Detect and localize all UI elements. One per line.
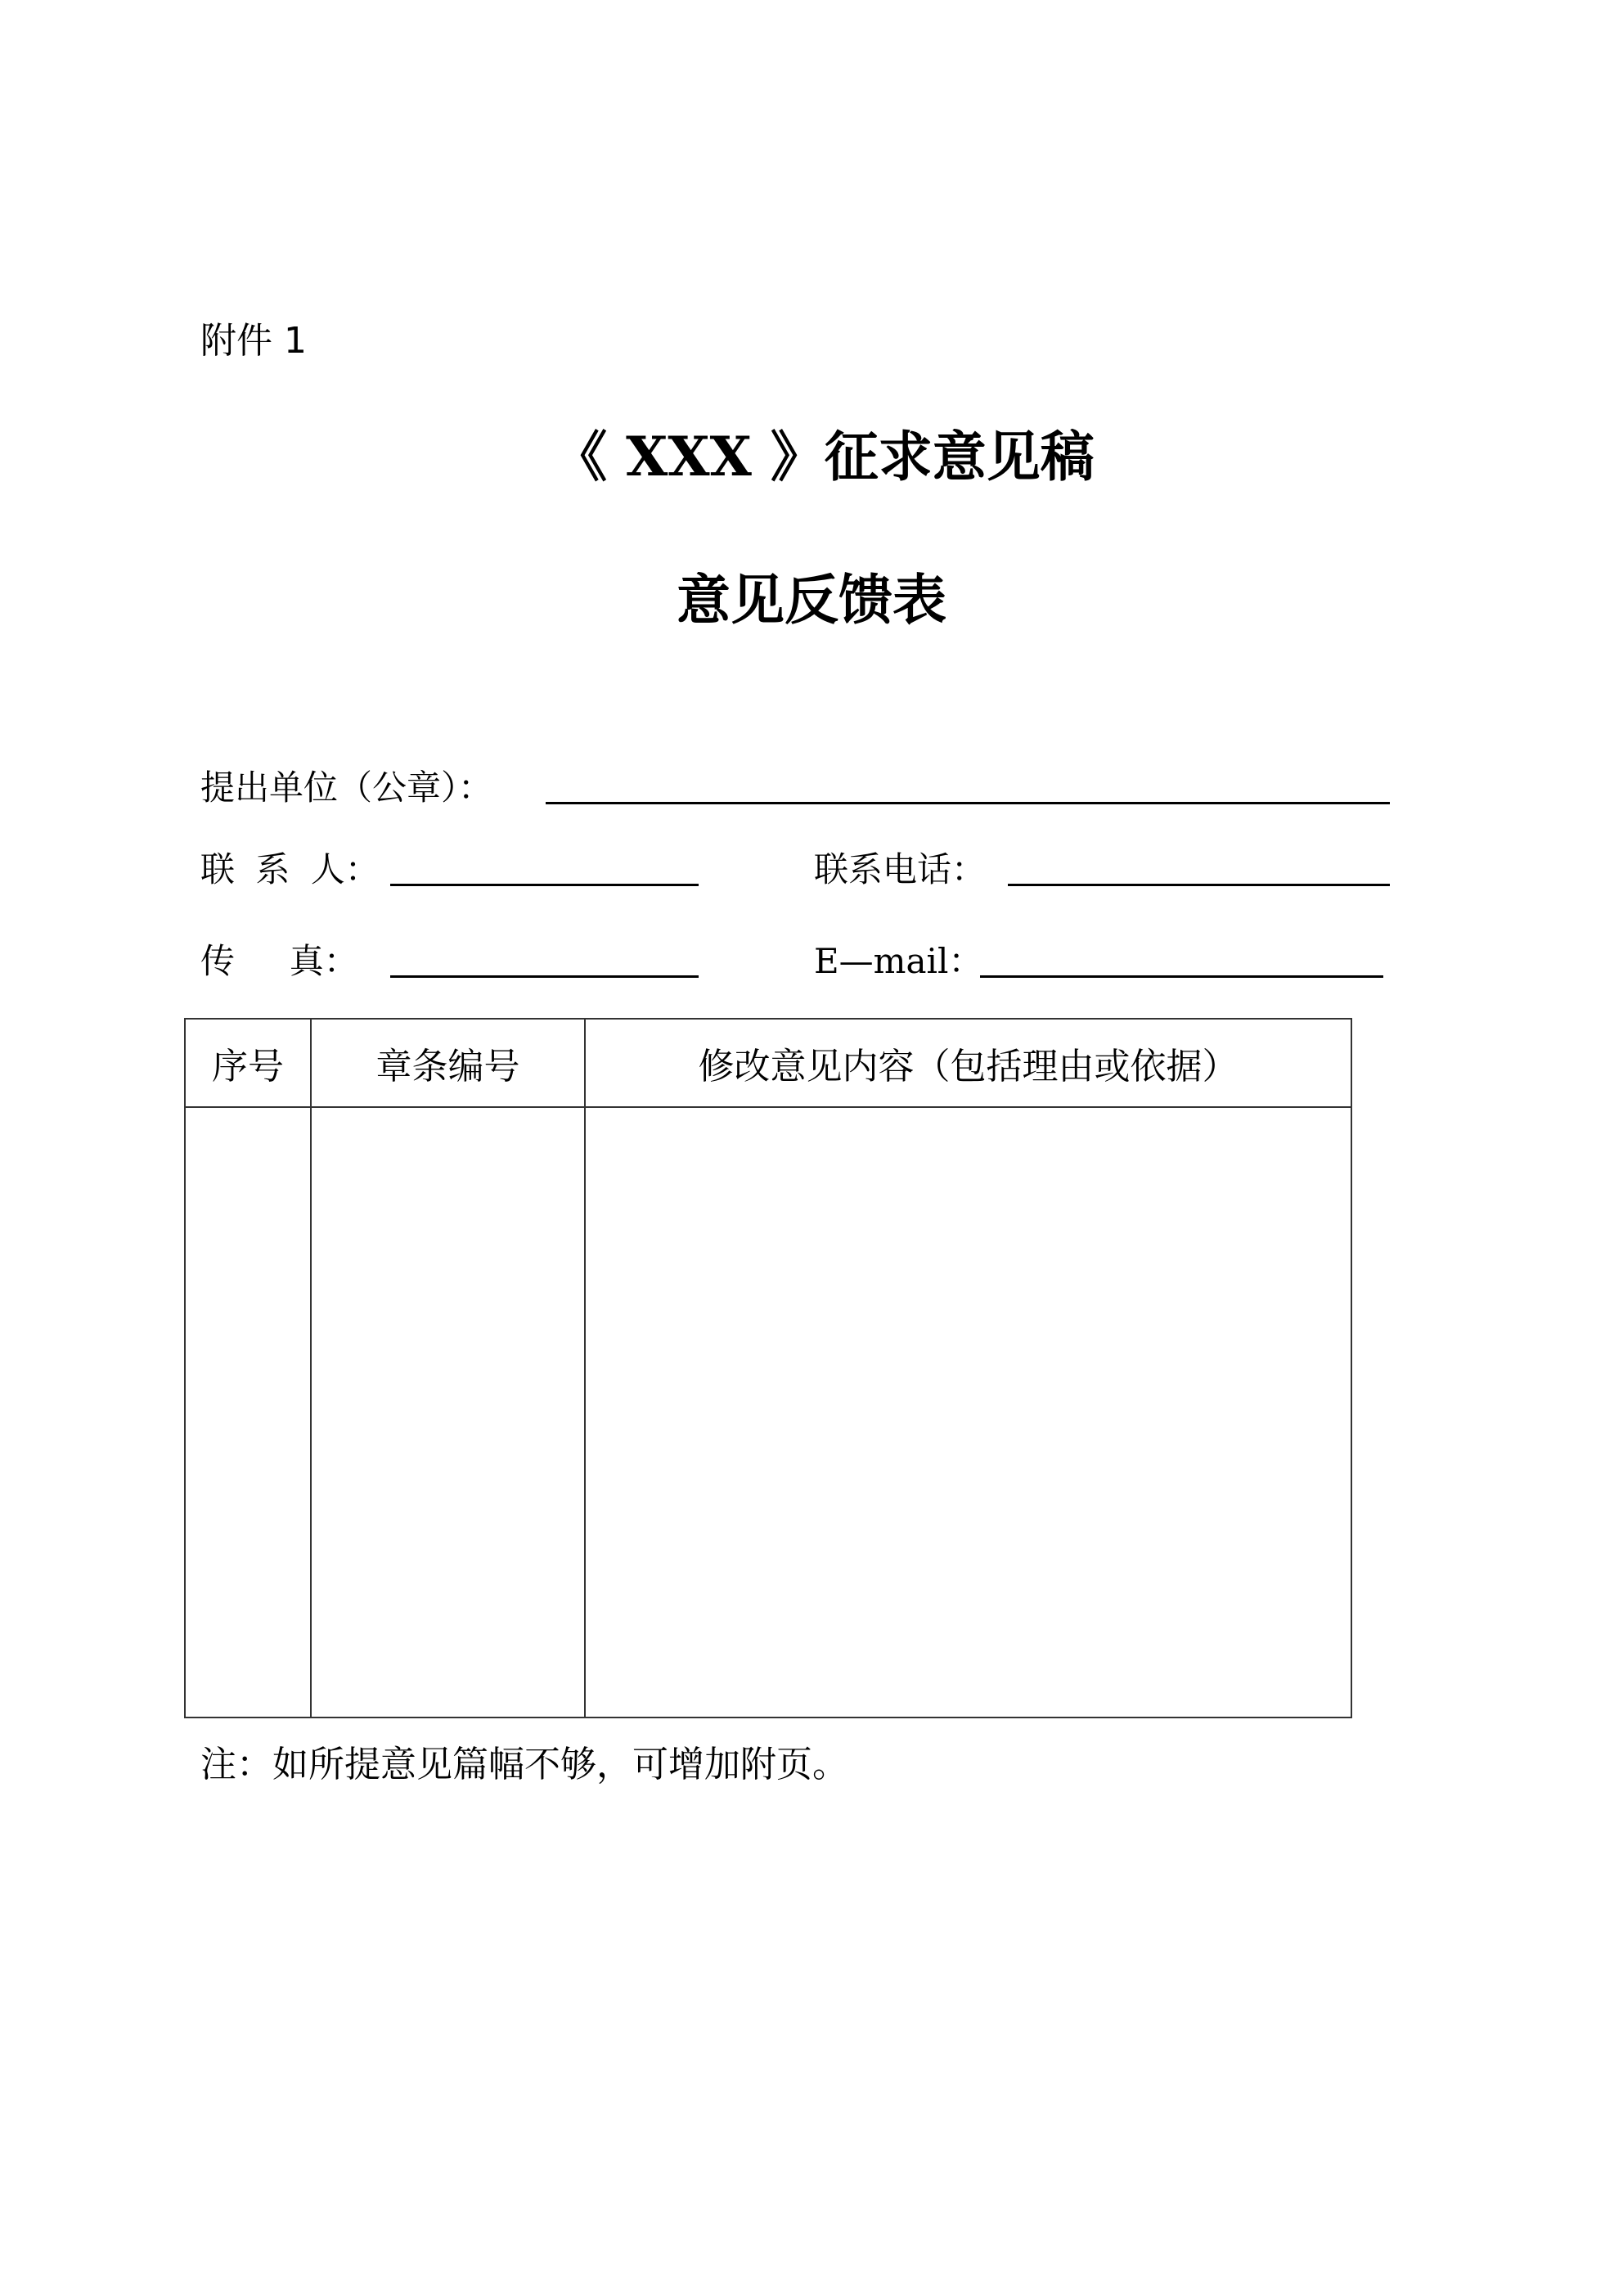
phone-field[interactable]	[1008, 884, 1390, 886]
contact-label: 联 系 人：	[200, 849, 380, 889]
table-row	[185, 1107, 1351, 1717]
document-subtitle: 意见反馈表	[677, 568, 946, 632]
feedback-table	[184, 1018, 1352, 1718]
cell-clause-number[interactable]	[311, 1107, 585, 1717]
fax-label: 传 真：	[200, 941, 358, 981]
email-label: E—mail：	[814, 941, 983, 981]
document-title	[0, 413, 1623, 491]
fax-field[interactable]	[390, 975, 699, 978]
table-header-row	[185, 1019, 1351, 1107]
unit-field[interactable]	[546, 802, 1390, 804]
email-field[interactable]	[980, 975, 1383, 978]
document-title-line1: 《 XXX 》征求意见稿	[553, 425, 1095, 488]
footnote: 注：如所提意见篇幅不够，可增加附页。	[200, 1744, 848, 1785]
cell-comment-content[interactable]	[585, 1107, 1351, 1717]
unit-label: 提出单位（公章）：	[200, 768, 493, 808]
contact-field[interactable]	[390, 884, 699, 886]
attachment-label: 附件 1	[200, 320, 307, 362]
phone-label: 联系电话：	[814, 849, 987, 889]
header-serial: 序号	[185, 1019, 311, 1107]
header-clause-number: 章条编号	[311, 1019, 585, 1107]
header-comment-content: 修改意见内容（包括理由或依据）	[585, 1019, 1351, 1107]
cell-serial[interactable]	[185, 1107, 311, 1717]
